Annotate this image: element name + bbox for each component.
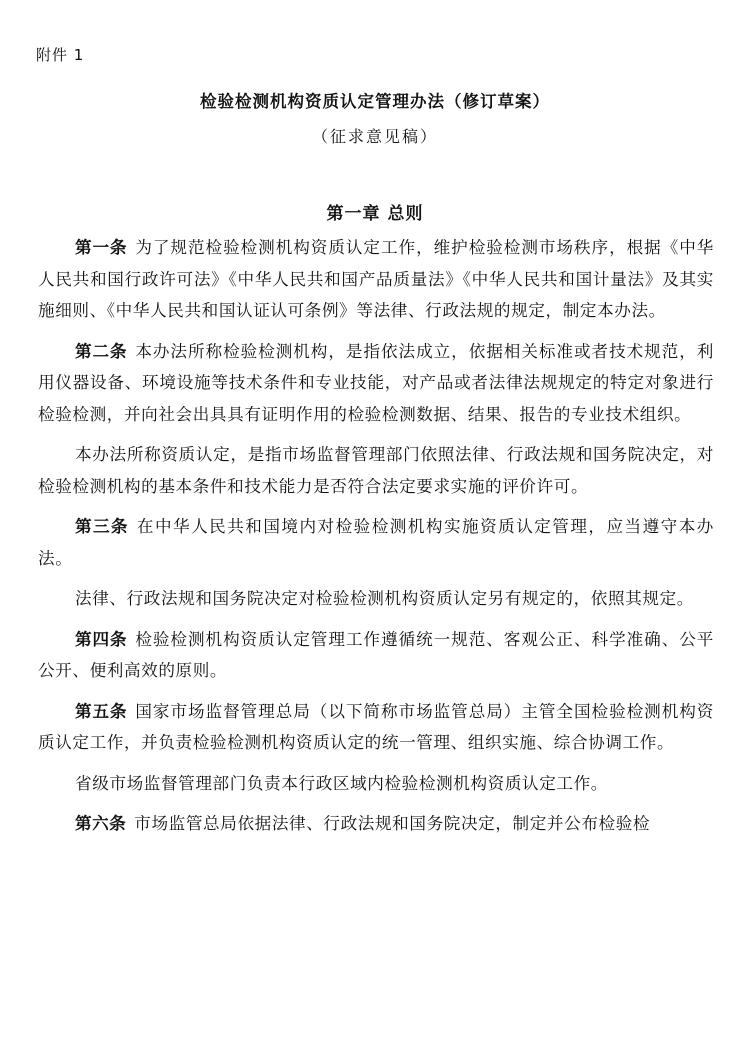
document-body	[38, 232, 714, 849]
paragraph-article-6	[38, 808, 714, 840]
paragraph-text: 本办法所称资质认定，是指市场监督管理部门依照法律、行政法规和国务院决定，对检验检测机构的基本条件和技术能力是否符合法定要求实施的评价许可。	[38, 445, 714, 496]
paragraph-text: 本办法所称检验检测机构，是指依法成立，依据相关标准或者技术规范，利用仪器设备、环境设施等技术条件和专业技能，对产品或者法律法规规定的特定对象进行检验检测，并向社会出具具有证明作用的检验检测数据、结果、报告的专业技术组织。	[38, 341, 714, 424]
article-number: 第一条	[75, 238, 128, 257]
paragraph-article-3-continued	[38, 583, 714, 615]
paragraph-text: 国家市场监督管理总局（以下简称市场监管总局）主管全国检验检测机构资质认定工作，并负责检验检测机构资质认定的统一管理、组织实施、综合协调工作。	[38, 701, 714, 752]
paragraph-text: 在中华人民共和国境内对检验检测机构实施资质认定管理，应当遵守本办法。	[38, 517, 714, 568]
chapter-heading: 第一章 总则	[326, 204, 424, 224]
paragraph-article-4	[38, 624, 714, 687]
paragraph-text: 省级市场监督管理部门负责本行政区域内检验检测机构资质认定工作。	[75, 773, 609, 793]
article-number: 第六条	[75, 814, 127, 833]
paragraph-text: 检验检测机构资质认定管理工作遵循统一规范、客观公正、科学准确、公平公开、便利高效的原则。	[38, 629, 714, 680]
document-subtitle: （征求意见稿）	[311, 127, 438, 146]
document-title: 检验检测机构资质认定管理办法（修订草案）	[200, 92, 550, 111]
attachment-label: 附件 1	[36, 46, 85, 64]
article-number: 第五条	[75, 701, 128, 721]
paragraph-article-2-continued	[38, 439, 714, 502]
paragraph-text: 市场监管总局依据法律、行政法规和国务院决定，制定并公布检验检	[134, 814, 651, 833]
article-number: 第二条	[75, 341, 128, 361]
paragraph-article-2	[38, 336, 714, 431]
paragraph-text: 为了规范检验检测机构资质认定工作，维护检验检测市场秩序，根据《中华人民共和国行政许可法》《中华人民共和国产品质量法》《中华人民共和国计量法》及其实施细则、《中华人民共和国认证认可条例》等法律、行政法规的规定，制定本办法。	[38, 238, 714, 320]
paragraph-article-3	[38, 511, 714, 574]
paragraph-article-1	[38, 232, 714, 327]
paragraph-text: 法律、行政法规和国务院决定对检验检测机构资质认定另有规定的，依照其规定。	[75, 589, 694, 608]
article-number: 第三条	[75, 517, 129, 536]
paragraph-article-5	[38, 696, 714, 759]
article-number: 第四条	[75, 629, 128, 649]
paragraph-article-5-continued	[38, 768, 714, 800]
